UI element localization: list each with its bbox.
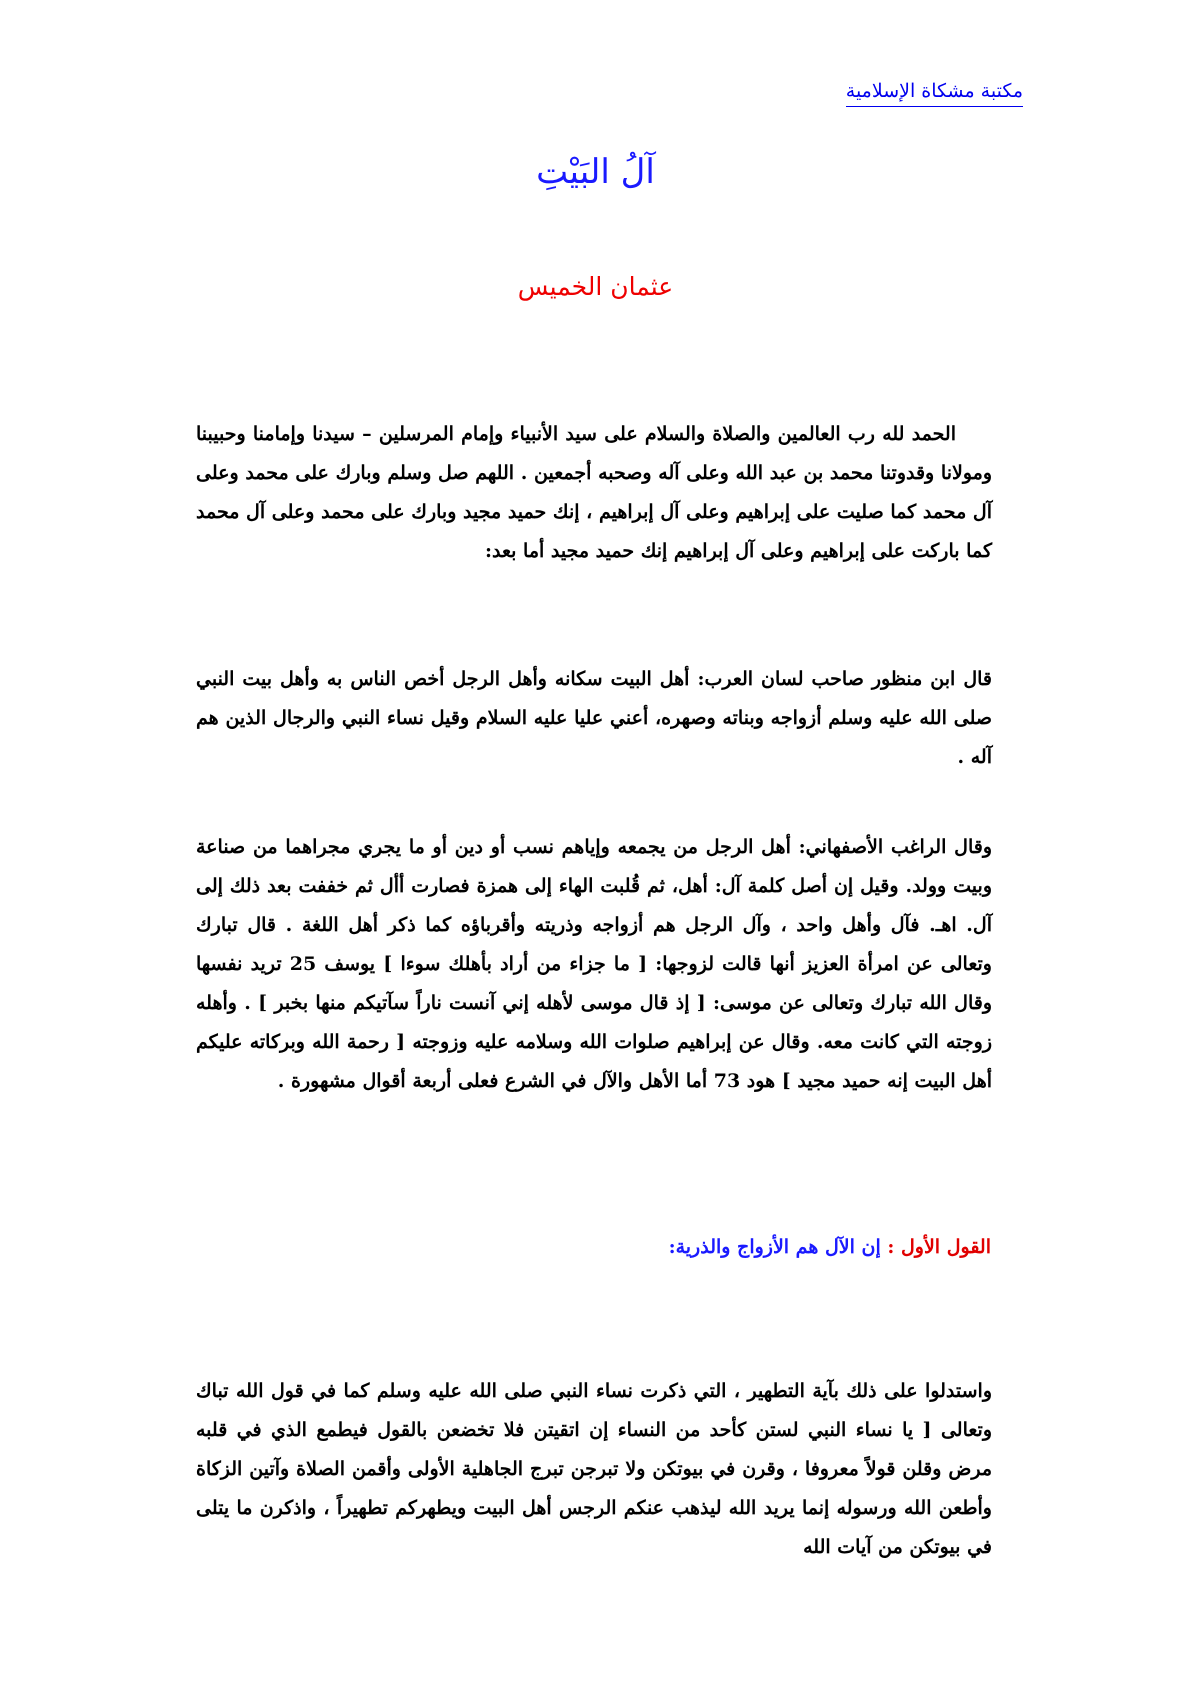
paragraph-text: الحمد لله رب العالمين والصلاة والسلام على سيد الأنبياء وإمام المرسلين – سيدنا وإمامنا وحبيبنا ومولانا وقدوتنا محمد بن عبد الله وعلى آله وصحبه أجمعين . اللهم صل وسلم وبارك على محمد وعلى آل محمد كما صليت على إبراهيم وعلى آل إبراهيم ، إنك حميد مجيد وبارك على محمد وعلى آل محمد كما باركت على إبراهيم وعلى آل إبراهيم إنك حميد مجيد أما بعد: — [196, 423, 992, 562]
document-title: آلُ البَيْتِ — [536, 152, 655, 192]
author-name: عثمان الخميس — [517, 272, 674, 301]
paragraph-intro — [196, 415, 992, 571]
paragraph-text: واستدلوا على ذلك بآية التطهير ، التي ذكرت نساء النبي صلى الله عليه وسلم كما في قول الله تباك وتعالى [ يا نساء النبي لستن كأحد من النساء إن اتقيتن فلا تخضعن بالقول فيطمع الذي في قلبه مرض وقلن قولاً معروفا ، وقرن في بيوتكن ولا تبرجن تبرج الجاهلية الأولى وأقمن الصلاة وآتين الزكاة وأطعن الله ورسوله إنما يريد الله ليذهب عنكم الرجس أهل البيت ويطهركم تطهيراً ، واذكرن ما يتلى في بيوتكن من آيات الله — [196, 1380, 992, 1558]
paragraph-ibn-manzur — [196, 660, 992, 777]
section-heading-text: إن الآل هم الأزواج والذرية: — [668, 1236, 881, 1258]
section-heading — [669, 1236, 991, 1258]
section-heading-separator: : — [880, 1236, 901, 1258]
paragraph-text: وقال الراغب الأصفهاني: أهل الرجل من يجمعه وإياهم نسب أو دين أو ما يجري مجراهما من صناعة وبيت وولد. وقيل إن أصل كلمة آل: أهل، ثم قُلبت الهاء إلى همزة فصارت أأل ثم خففت بعد ذلك إلى آل. اهـ. فآل وأهل واحد ، وآل الرجل هم أزواجه وذريته وأقرباؤه كما ذكر أهل اللغة . قال تبارك وتعالى عن امرأة العزيز أنها قالت لزوجها: [ ما جزاء من أراد بأهلك سوءا ] يوسف 25 تريد نفسها وقال الله تبارك وتعالى عن موسى: [ إذ قال موسى لأهله إني آنست ناراً سآتيكم منها بخبر ] . وأهله زوجته التي كانت معه. وقال عن إبراهيم صلوات الله وسلامه عليه وزوجته [ رحمة الله وبركاته عليكم أهل البيت إنه حميد مجيد ] هود 73 أما الأهل والآل في الشرع فعلى أربعة أقوال مشهورة . — [196, 836, 992, 1092]
paragraph-text: قال ابن منظور صاحب لسان العرب: أهل البيت سكانه وأهل الرجل أخص الناس به وأهل بيت النبي صلى الله عليه وسلم أزواجه وبناته وصهره، أعني عليا عليه السلام وقيل نساء النبي والرجال الذين هم آله . — [196, 668, 992, 768]
section-heading-label: القول الأول — [900, 1236, 991, 1258]
paragraph-tathir — [196, 1372, 992, 1567]
paragraph-raghib — [196, 828, 992, 1101]
library-link[interactable]: مكتبة مشكاة الإسلامية — [846, 80, 1023, 107]
